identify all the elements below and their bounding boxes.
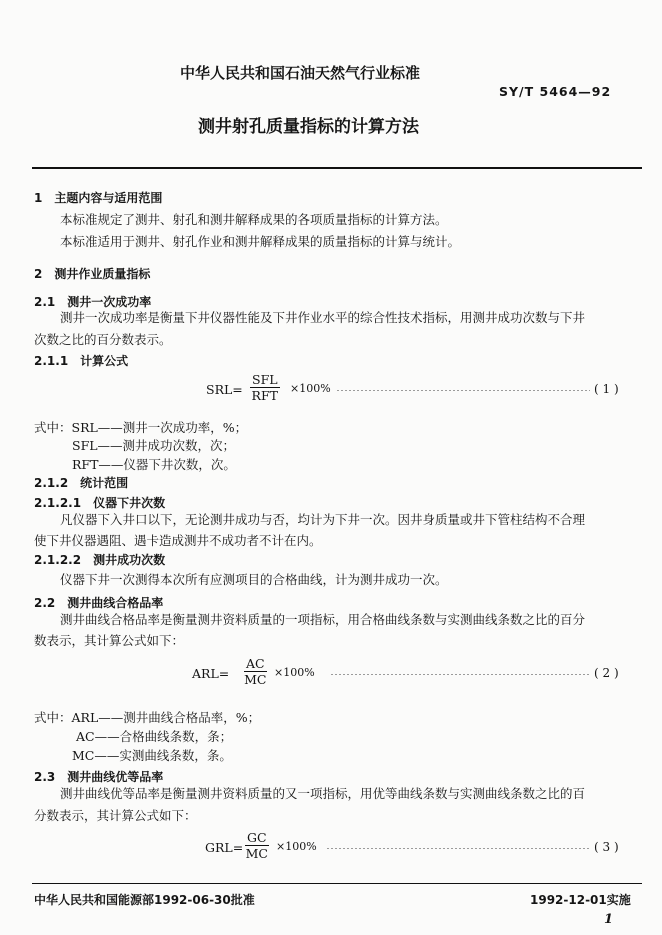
header-rule: [32, 167, 642, 169]
issuing-org: 中华人民共和国石油天然气行业标准: [180, 64, 421, 82]
equation-number: ( 1 ): [594, 382, 619, 396]
paragraph: 测井一次成功率是衡量下井仪器性能及下井作业水平的综合性技术指标，用测井成功次数与下井: [60, 310, 586, 325]
paragraph: 仪器下井一次测得本次所有应测项目的合格曲线，计为测井成功一次。: [60, 572, 448, 587]
where-item: MC——实测曲线条数，条。: [72, 748, 232, 763]
footer-rule: [32, 883, 642, 884]
section-1-heading: 1 主题内容与适用范围: [34, 191, 163, 205]
section-2-1-2-2-heading: 2.1.2.2 测井成功次数: [34, 553, 166, 567]
formula-lhs: GRL=: [205, 840, 244, 855]
where-prefix: 式中：: [34, 710, 72, 725]
formula-fraction: [245, 830, 269, 861]
where-item: AC——合格曲线条数，条；: [76, 729, 233, 744]
section-2-2-heading: 2.2 测井曲线合格品率: [34, 596, 164, 610]
formula-rhs: ×100%: [276, 840, 317, 853]
formula-lhs: ARL=: [192, 666, 230, 681]
formula-1: [0, 370, 662, 410]
formula-3: [0, 828, 662, 868]
where-item: RFT——仪器下井次数，次。: [72, 457, 236, 472]
standard-code: SY/T 5464—92: [499, 84, 612, 99]
section-2-3-heading: 2.3 测井曲线优等品率: [34, 770, 164, 784]
formula-rhs: ×100%: [290, 382, 331, 395]
approval-line: 中华人民共和国能源部1992-06-30批准: [34, 893, 255, 907]
where-item: ARL——测井曲线合格品率，%；: [71, 710, 261, 725]
leader-dots: [330, 674, 590, 675]
paragraph: 本标准规定了测井、射孔和测井解释成果的各项质量指标的计算方法。: [60, 212, 448, 227]
effective-date: 1992-12-01实施: [530, 893, 631, 907]
fraction-numerator: GC: [247, 830, 267, 845]
paragraph: 测井曲线合格品率是衡量测井资料质量的一项指标，用合格曲线条数与实测曲线条数之比的百分: [60, 612, 586, 627]
paragraph: 次数之比的百分数表示。: [34, 332, 172, 347]
document-title: 测井射孔质量指标的计算方法: [198, 117, 419, 137]
section-2-1-2-heading: 2.1.2 统计范围: [34, 476, 129, 490]
where-prefix: 式中：: [34, 420, 72, 435]
fraction-denominator: RFT: [251, 388, 278, 403]
formula-fraction: [244, 656, 267, 687]
formula-rhs: ×100%: [274, 666, 315, 679]
fraction-numerator: AC: [246, 656, 265, 671]
section-2-heading: 2 测井作业质量指标: [34, 267, 151, 281]
equation-number: ( 3 ): [594, 840, 619, 854]
leader-dots: [326, 848, 590, 849]
formula-2: [0, 654, 662, 694]
fraction-denominator: MC: [244, 672, 267, 687]
where-item: SFL——测井成功次数，次；: [72, 438, 236, 453]
section-2-1-2-1-heading: 2.1.2.1 仪器下井次数: [34, 496, 166, 510]
equation-number: ( 2 ): [594, 666, 619, 680]
formula-lhs: SRL=: [206, 382, 243, 397]
paragraph: 凡仪器下入井口以下，无论测井成功与否，均计为下井一次。因井身质量或井下管柱结构不合理: [60, 512, 586, 527]
where-item: SRL——测井一次成功率，%；: [71, 420, 248, 435]
paragraph: 使下井仪器遇阻、遇卡造成测井不成功者不计在内。: [34, 533, 322, 548]
fraction-numerator: SFL: [252, 372, 278, 387]
leader-dots: [336, 390, 590, 391]
formula-fraction: [250, 372, 280, 403]
paragraph: 分数表示，其计算公式如下：: [34, 808, 197, 823]
where-row: [34, 708, 260, 726]
page-number: 1: [604, 912, 614, 927]
paragraph: 数表示，其计算公式如下：: [34, 633, 185, 648]
paragraph: 本标准适用于测井、射孔作业和测井解释成果的质量指标的计算与统计。: [60, 234, 461, 249]
where-row: [34, 418, 247, 436]
paragraph: 测井曲线优等品率是衡量测井资料质量的又一项指标，用优等曲线条数与实测曲线条数之比的百: [60, 786, 586, 801]
fraction-denominator: MC: [245, 846, 268, 861]
section-2-1-heading: 2.1 测井一次成功率: [34, 295, 152, 309]
section-2-1-1-heading: 2.1.1 计算公式: [34, 354, 129, 368]
